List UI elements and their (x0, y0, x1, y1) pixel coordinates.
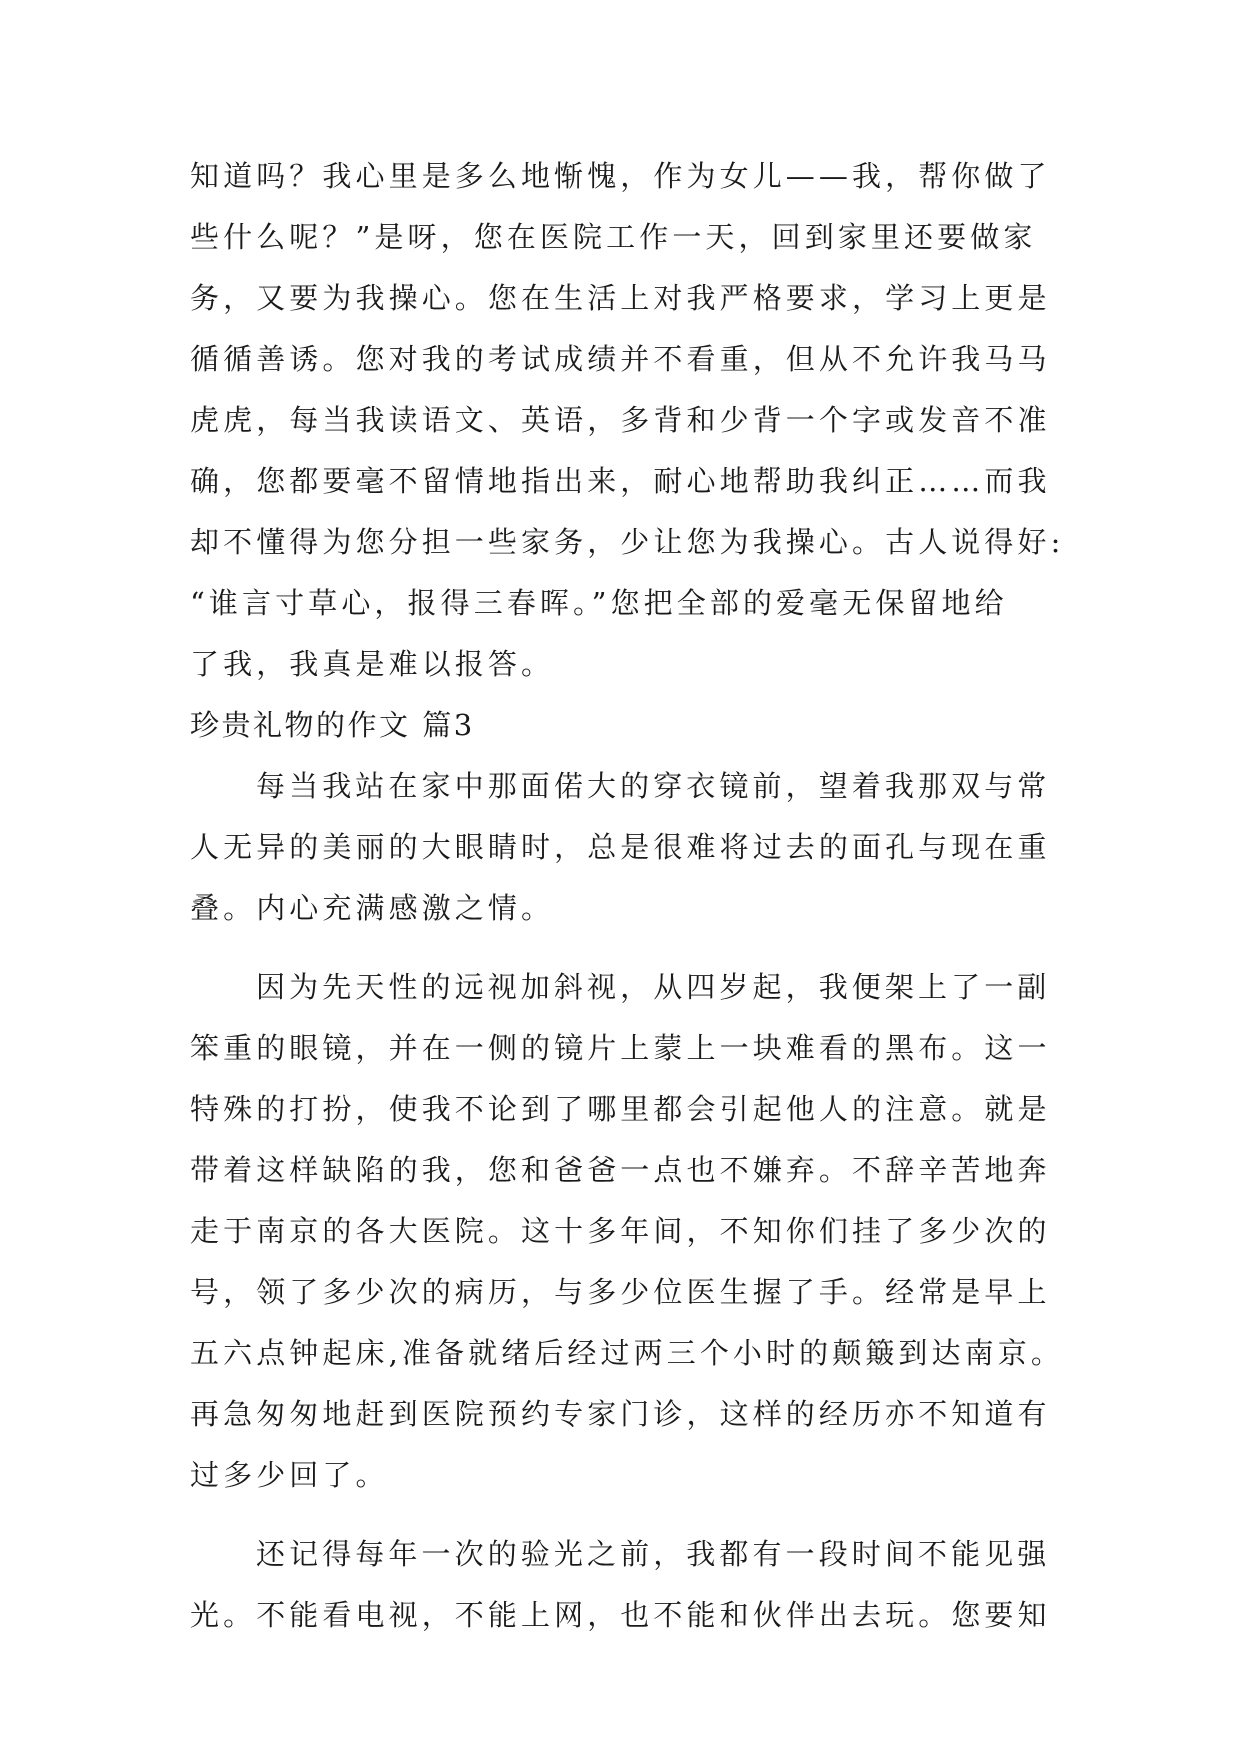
text-line: 笨重的眼镜，并在一侧的镜片上蒙上一块难看的黑布。这一 (190, 1031, 1051, 1065)
paragraph-4 (190, 1524, 1052, 1646)
text-line: 知道吗？我心里是多么地惭愧，作为女儿——我，帮你做了 (190, 159, 1051, 193)
text-line: 特殊的打扮，使我不论到了哪里都会引起他人的注意。就是 (190, 1092, 1051, 1126)
text-line: 务，又要为我操心。您在生活上对我严格要求，学习上更是 (190, 281, 1051, 315)
text-line: 带着这样缺陷的我，您和爸爸一点也不嫌弃。不辞辛苦地奔 (190, 1153, 1051, 1187)
text-line: 每当我站在家中那面偌大的穿衣镜前，望着我那双与常 (256, 769, 1051, 803)
text-line: 确，您都要毫不留情地指出来，耐心地帮助我纠正……而我 (190, 464, 1051, 498)
text-line: 五六点钟起床,准备就绪后经过两三个小时的颠簸到达南京。 (190, 1336, 1064, 1370)
paragraph-2 (190, 756, 1052, 939)
text-line: 循循善诱。您对我的考试成绩并不看重，但从不允许我马马 (190, 342, 1051, 376)
text-line: “谁言寸草心，报得三春晖。”您把全部的爱毫无保留地给 (190, 586, 1008, 620)
paragraph-spacer (190, 939, 1052, 957)
text-line: 些什么呢？”是呀，您在医院工作一天，回到家里还要做家 (190, 220, 1037, 254)
text-line: 虎虎，每当我读语文、英语，多背和少背一个字或发音不准 (190, 403, 1051, 437)
paragraph-spacer (190, 1506, 1052, 1524)
text-line: 走于南京的各大医院。这十多年间，不知你们挂了多少次的 (190, 1214, 1051, 1248)
text-line: 过多少回了。 (190, 1458, 389, 1492)
document-page (190, 146, 1065, 1646)
text-line: 叠。内心充满感激之情。 (190, 891, 555, 925)
text-line: 号，领了多少次的病历，与多少位医生握了手。经常是早上 (190, 1275, 1051, 1309)
text-line: 还记得每年一次的验光之前，我都有一段时间不能见强 (256, 1537, 1051, 1571)
section-heading: 珍贵礼物的作文 篇3 (190, 708, 475, 742)
text-line: 因为先天性的远视加斜视，从四岁起，我便架上了一副 (256, 970, 1051, 1004)
text-line: 了我，我真是难以报答。 (190, 647, 555, 681)
text-line: 却不懂得为您分担一些家务，少让您为我操心。古人说得好: (190, 525, 1065, 559)
text-line: 光。不能看电视，不能上网，也不能和伙伴出去玩。您要知 (190, 1598, 1051, 1632)
text-line: 再急匆匆地赶到医院预约专家门诊，这样的经历亦不知道有 (190, 1397, 1051, 1431)
text-line: 人无异的美丽的大眼睛时，总是很难将过去的面孔与现在重 (190, 830, 1051, 864)
paragraph-3 (190, 957, 1064, 1506)
paragraph-1 (190, 146, 1065, 695)
